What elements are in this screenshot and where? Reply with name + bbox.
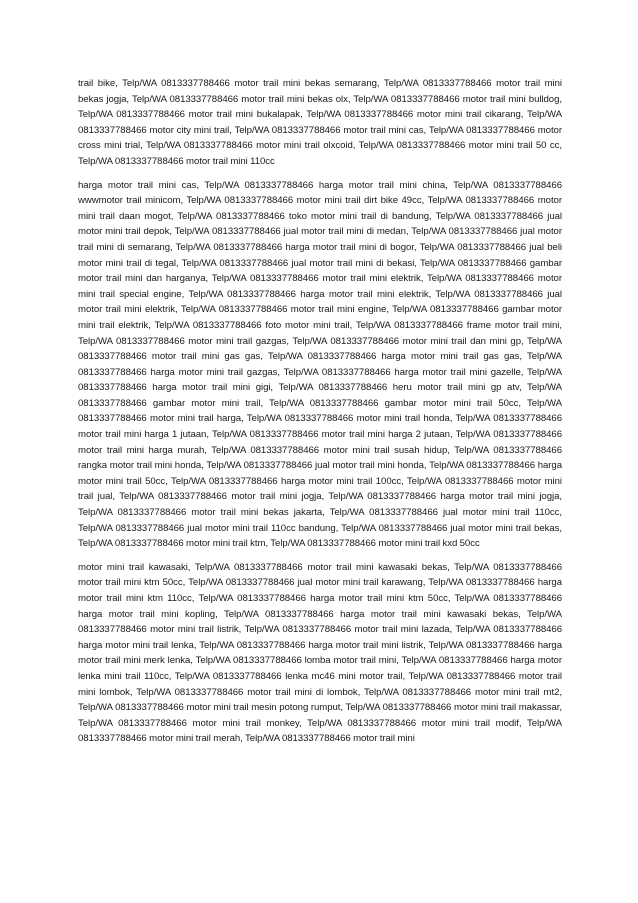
paragraph-3: motor mini trail kawasaki, Telp/WA 0813337788466 motor trail mini kawasaki bekas, Telp/WA 0813337788466 motor trail mini ktm 50cc, Telp/WA 0813337788466 jual motor mini trail karawang, Telp/WA 0813337788466 harga motor trail mini ktm 110cc, Telp/WA 0813337788466 harga motor trail mini ktm 50cc, Telp/WA 0813337788466 harga motor trail mini kopling, Telp/WA 0813337788466 harga motor trail mini kawasaki bekas, Telp/WA 0813337788466 motor mini trail listrik, Telp/WA 0813337788466 motor trail mini lazada, Telp/WA 0813337788466 harga motor mini trail lenka, Telp/WA 0813337788466 harga motor trail mini listrik, Telp/WA 0813337788466 harga motor trail mini merk lenka, Telp/WA 0813337788466 lomba motor trail mini, Telp/WA 0813337788466 harga motor lenka mini trail 110cc, Telp/WA 0813337788466 lenka mc46 mini motor trail, Telp/WA 0813337788466 motor trail mini lombok, Telp/WA 0813337788466 motor trail mini di lombok, Telp/WA 0813337788466 motor mini trail mt2, Telp/WA 0813337788466 motor mini trail mesin potong rumput, Telp/WA 0813337788466 motor mini trail makassar, Telp/WA 0813337788466 motor mini trail monkey, Telp/WA 0813337788466 motor mini trail modif, Telp/WA 0813337788466 motor mini trail merah, Telp/WA 0813337788466 motor trail mini xyxy=(78,561,562,745)
paragraph-1: trail bike, Telp/WA 0813337788466 motor trail mini bekas semarang, Telp/WA 0813337788466 motor trail mini bekas jogja, Telp/WA 0813337788466 motor trail mini bekas olx, Telp/WA 0813337788466 motor trail mini bulldog, Telp/WA 0813337788466 motor trail mini bukalapak, Telp/WA 0813337788466 motor mini trail cikarang, Telp/WA 0813337788466 motor city mini trail, Telp/WA 0813337788466 motor trail mini cas, Telp/WA 0813337788466 motor cross mini trial, Telp/WA 0813337788466 motor mini trail olxcoid, Telp/WA 0813337788466 motor mini trail 50 cc, Telp/WA 0813337788466 motor trail mini 110cc xyxy=(78,78,562,167)
document-page xyxy=(78,76,562,755)
paragraph-2: harga motor trail mini cas, Telp/WA 0813337788466 harga motor trail mini china, Telp/WA 0813337788466 wwwmotor trail minicom, Telp/WA 0813337788466 motor mini trail dirt bike 49cc, Telp/WA 0813337788466 motor mini trail daan mogot, Telp/WA 0813337788466 toko motor mini trail di bandung, Telp/WA 0813337788466 jual motor mini trail depok, Telp/WA 0813337788466 jual motor trail mini di medan, Telp/WA 0813337788466 jual motor trail mini di semarang, Telp/WA 0813337788466 harga motor trail mini di bogor, Telp/WA 0813337788466 jual beli motor mini trail di tegal, Telp/WA 0813337788466 jual motor trail mini di bekasi, Telp/WA 0813337788466 gambar motor trail mini dan harganya, Telp/WA 0813337788466 motor trail mini elektrik, Telp/WA 0813337788466 motor mini trail special engine, Telp/WA 0813337788466 harga motor trail mini elektrik, Telp/WA 0813337788466 jual motor trail mini elektrik, Telp/WA 0813337788466 motor trail mini engine, Telp/WA 0813337788466 gambar motor mini trail elektrik, Telp/WA 0813337788466 foto motor mini trail, Telp/WA 0813337788466 frame motor trail mini, Telp/WA 0813337788466 motor mini trail gazgas, Telp/WA 0813337788466 motor mini trail dan mini gp, Telp/WA 0813337788466 motor trail mini gas gas, Telp/WA 0813337788466 harga motor mini trail gas gas, Telp/WA 0813337788466 harga motor mini trail gazgas, Telp/WA 0813337788466 harga motor trail mini gazelle, Telp/WA 0813337788466 harga motor trail mini gigi, Telp/WA 0813337788466 heru motor trail mini gp atv, Telp/WA 0813337788466 gambar motor mini trail, Telp/WA 0813337788466 gambar motor mini trail 50cc, Telp/WA 0813337788466 motor mini trail harga, Telp/WA 0813337788466 motor mini trail honda, Telp/WA 0813337788466 motor trail mini harga 1 jutaan, Telp/WA 0813337788466 motor trail mini harga 2 jutaan, Telp/WA 0813337788466 motor trail mini harga murah, Telp/WA 0813337788466 motor mini trail susah hidup, Telp/WA 0813337788466 rangka motor trail mini honda, Telp/WA 0813337788466 jual motor trail mini honda, Telp/WA 0813337788466 harga motor mini trail 50cc, Telp/WA 0813337788466 harga motor mini trail 100cc, Telp/WA 0813337788466 motor mini trail jual, Telp/WA 0813337788466 motor trail mini jogja, Telp/WA 0813337788466 harga motor trail mini jogja, Telp/WA 0813337788466 motor trail mini bekas jakarta, Telp/WA 0813337788466 jual motor mini trail 110cc, Telp/WA 0813337788466 jual motor mini trail 110cc bandung, Telp/WA 0813337788466 jual motor mini trail bekas, Telp/WA 0813337788466 motor mini trail ktm, Telp/WA 0813337788466 motor mini trail kxd 50cc xyxy=(78,179,562,550)
